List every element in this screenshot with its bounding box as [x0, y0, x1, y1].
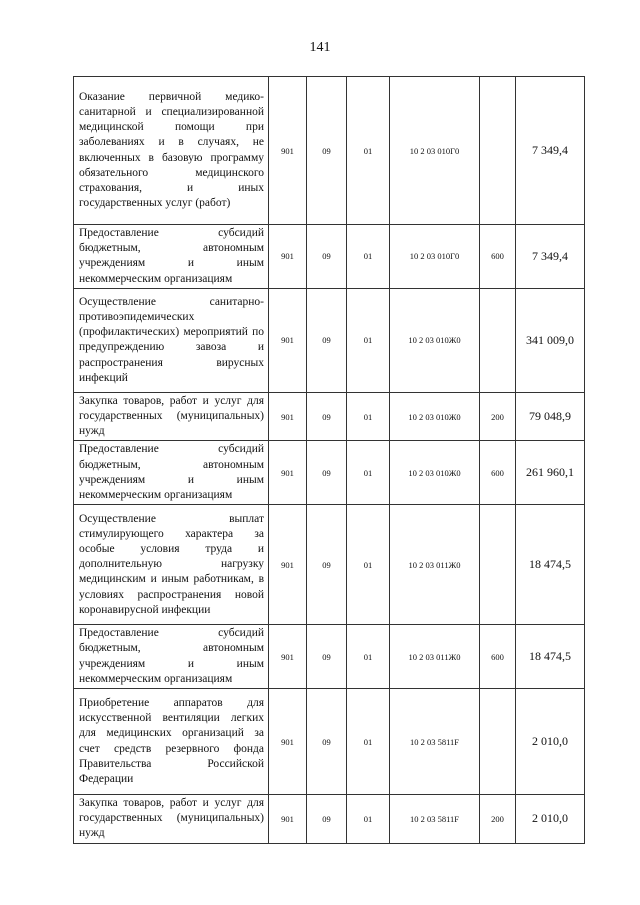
- target-article-code: 10 2 03 011Ж0: [390, 625, 480, 689]
- expense-type-code: 600: [480, 225, 516, 289]
- expense-type-code: [480, 689, 516, 795]
- section-code: 09: [307, 441, 347, 505]
- table-body: [74, 77, 585, 844]
- amount: 341 009,0: [516, 288, 585, 392]
- page-number: 141: [309, 40, 331, 55]
- amount: 79 048,9: [516, 392, 585, 441]
- subsection-code: 01: [347, 505, 390, 625]
- table-row: [74, 225, 585, 289]
- subsection-code: 01: [347, 795, 390, 844]
- target-article-code: 10 2 03 010Ж0: [390, 441, 480, 505]
- table-row: [74, 441, 585, 505]
- section-code: 09: [307, 689, 347, 795]
- amount: 7 349,4: [516, 77, 585, 225]
- ministry-code: 901: [269, 625, 307, 689]
- subsection-code: 01: [347, 225, 390, 289]
- target-article-code: 10 2 03 011Ж0: [390, 505, 480, 625]
- target-article-code: 10 2 03 010Г0: [390, 225, 480, 289]
- section-code: 09: [307, 77, 347, 225]
- subsection-code: 01: [347, 441, 390, 505]
- expense-type-code: 600: [480, 625, 516, 689]
- section-code: 09: [307, 505, 347, 625]
- amount: 18 474,5: [516, 625, 585, 689]
- ministry-code: 901: [269, 795, 307, 844]
- expense-type-code: [480, 288, 516, 392]
- section-code: 09: [307, 288, 347, 392]
- item-name: Оказание первичной медико-санитарной и специализированной медицинской помощи при заболеваниях и в случаях, не включенных в базовую программу обязательного медицинского страхования, и иных государственных услуг (работ): [74, 77, 269, 225]
- expense-type-code: [480, 77, 516, 225]
- target-article-code: 10 2 03 010Г0: [390, 77, 480, 225]
- section-code: 09: [307, 392, 347, 441]
- table-row: [74, 77, 585, 225]
- amount: 7 349,4: [516, 225, 585, 289]
- expense-type-code: 200: [480, 392, 516, 441]
- item-name: Закупка товаров, работ и услуг для государственных (муниципальных) нужд: [74, 392, 269, 441]
- ministry-code: 901: [269, 288, 307, 392]
- expense-type-code: [480, 505, 516, 625]
- section-code: 09: [307, 625, 347, 689]
- item-name: Приобретение аппаратов для искусственной вентиляции легких для медицинских организаций за счет средств резервного фонда Правительства Российской Федерации: [74, 689, 269, 795]
- section-code: 09: [307, 225, 347, 289]
- ministry-code: 901: [269, 392, 307, 441]
- subsection-code: 01: [347, 689, 390, 795]
- ministry-code: 901: [269, 225, 307, 289]
- table-row: [74, 689, 585, 795]
- ministry-code: 901: [269, 689, 307, 795]
- ministry-code: 901: [269, 505, 307, 625]
- target-article-code: 10 2 03 010Ж0: [390, 288, 480, 392]
- item-name: Осуществление санитарно-противоэпидемических (профилактических) мероприятий по предупреждению завоза и распространения вирусных инфекций: [74, 288, 269, 392]
- subsection-code: 01: [347, 77, 390, 225]
- expense-type-code: 200: [480, 795, 516, 844]
- ministry-code: 901: [269, 441, 307, 505]
- table-row: [74, 288, 585, 392]
- target-article-code: 10 2 03 010Ж0: [390, 392, 480, 441]
- table-row: [74, 392, 585, 441]
- table-row: [74, 795, 585, 844]
- item-name: Закупка товаров, работ и услуг для государственных (муниципальных) нужд: [74, 795, 269, 844]
- target-article-code: 10 2 03 5811F: [390, 689, 480, 795]
- item-name: Предоставление субсидий бюджетным, автономным учреждениям и иным некоммерческим организациям: [74, 625, 269, 689]
- item-name: Предоставление субсидий бюджетным, автономным учреждениям и иным некоммерческим организациям: [74, 225, 269, 289]
- table-row: [74, 625, 585, 689]
- item-name: Предоставление субсидий бюджетным, автономным учреждениям и иным некоммерческим организациям: [74, 441, 269, 505]
- table-row: [74, 505, 585, 625]
- amount: 261 960,1: [516, 441, 585, 505]
- target-article-code: 10 2 03 5811F: [390, 795, 480, 844]
- subsection-code: 01: [347, 625, 390, 689]
- amount: 2 010,0: [516, 795, 585, 844]
- amount: 2 010,0: [516, 689, 585, 795]
- budget-table: [73, 76, 585, 844]
- expense-type-code: 600: [480, 441, 516, 505]
- item-name: Осуществление выплат стимулирующего характера за особые условия труда и дополнительную нагрузку медицинским и иным работникам, в условиях распространения новой коронавирусной инфекции: [74, 505, 269, 625]
- amount: 18 474,5: [516, 505, 585, 625]
- ministry-code: 901: [269, 77, 307, 225]
- subsection-code: 01: [347, 288, 390, 392]
- section-code: 09: [307, 795, 347, 844]
- subsection-code: 01: [347, 392, 390, 441]
